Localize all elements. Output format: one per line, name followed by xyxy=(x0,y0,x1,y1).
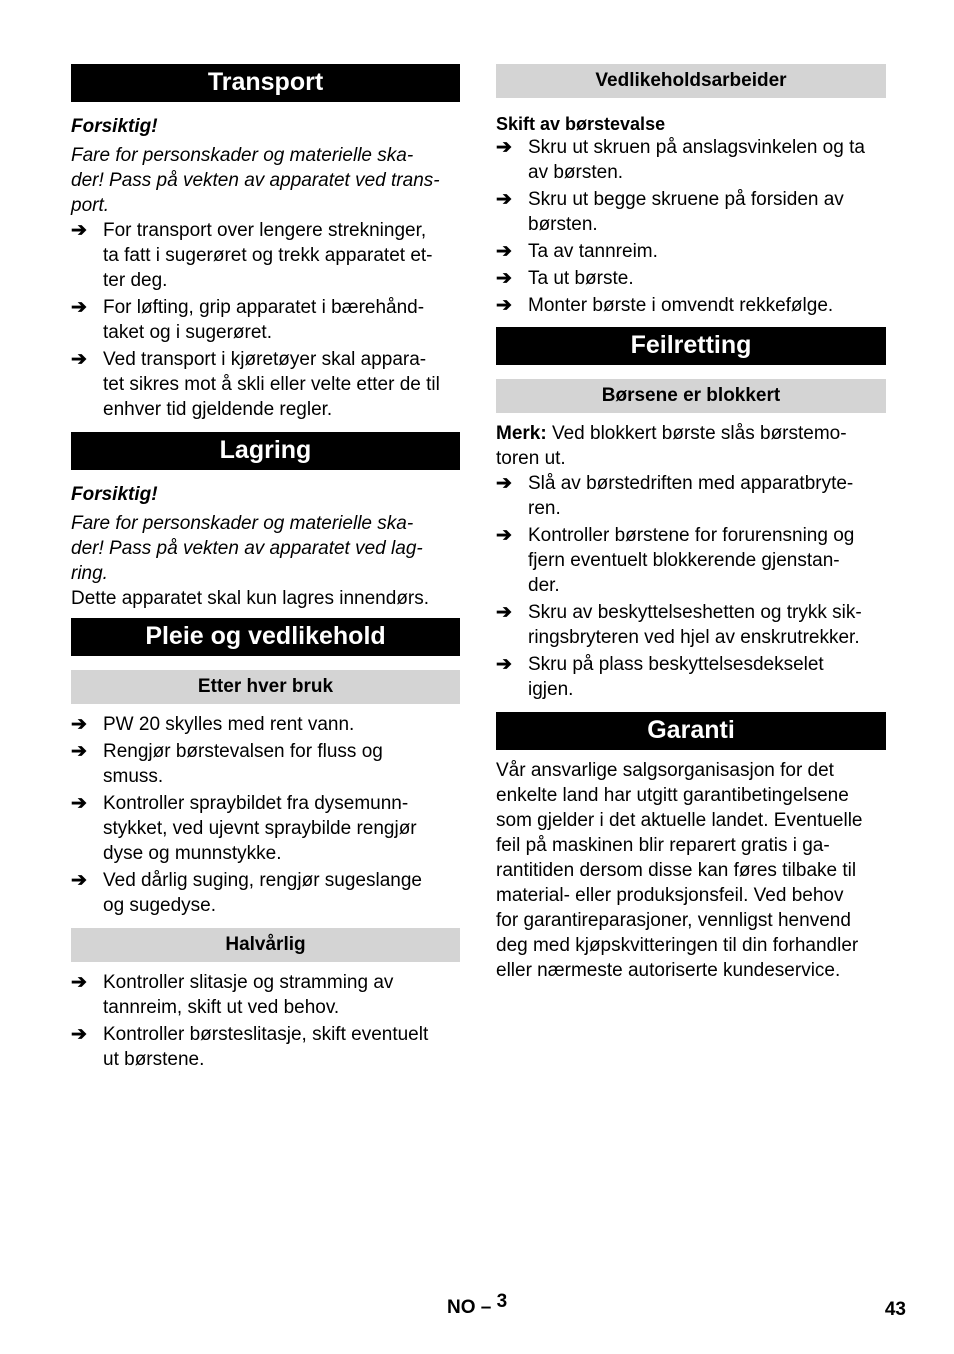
section-heading-transport: Transport xyxy=(71,64,460,102)
arrow-right-icon: ➔ xyxy=(496,654,512,675)
list-item: ➔ PW 20 skylles med rent vann. xyxy=(71,714,355,735)
subheading-borsene-er-blokkert: Børsene er blokkert xyxy=(496,379,886,413)
list-item: ➔ Slå av børstedriften med apparatbryte- ren. xyxy=(496,473,854,519)
note-text: Merk: Ved blokkert børste slås børstemo- toren ut. xyxy=(496,423,847,469)
arrow-right-icon: ➔ xyxy=(496,268,512,289)
footer-section-code: NO – 3 xyxy=(447,1291,508,1318)
list-item: ➔ Kontroller spraybildet fra dysemunn- stykket, ved ujevnt spraybilde rengjør dyse og munnstykke. xyxy=(71,793,417,864)
list-item: ➔ Skru ut begge skruene på forsiden av børsten. xyxy=(496,189,844,235)
list-item: ➔ For transport over lengere strekninger, ta fatt i sugerøret og trekk apparatet et- ter deg. xyxy=(71,220,433,291)
troubleshoot-list xyxy=(496,471,886,702)
section-heading-garanti: Garanti xyxy=(496,712,886,750)
semiannual-list xyxy=(71,970,460,1072)
arrow-right-icon: ➔ xyxy=(496,137,512,158)
right-column xyxy=(496,64,886,983)
storage-text: Dette apparatet skal kun lagres innendørs. xyxy=(71,588,430,609)
list-item: ➔ Rengjør børstevalsen for fluss og smuss. xyxy=(71,741,383,787)
list-item: ➔ Ta ut børste. xyxy=(496,268,634,289)
arrow-right-icon: ➔ xyxy=(71,349,87,370)
list-item: ➔ Monter børste i omvendt rekkefølge. xyxy=(496,295,834,316)
section-heading-lagring: Lagring xyxy=(71,432,460,470)
arrow-right-icon: ➔ xyxy=(71,714,87,735)
arrow-right-icon: ➔ xyxy=(71,220,87,241)
list-item: ➔ Kontroller børstene for forurensning og fjern eventuelt blokkerende gjenstan- der. xyxy=(496,525,855,596)
list-item: ➔ Skru på plass beskyttelsesdekselet igjen. xyxy=(496,654,824,700)
after-use-list xyxy=(71,712,460,918)
list-item: ➔ Ved transport i kjøretøyer skal appara- tet sikres mot å skli eller velte etter de til enhver tid gjeldende regler. xyxy=(71,349,440,420)
arrow-right-icon: ➔ xyxy=(71,793,87,814)
arrow-right-icon: ➔ xyxy=(496,602,512,623)
caution-text: Fare for personskader og materielle ska- der! Pass på vekten av apparatet ved trans- port. xyxy=(71,145,440,216)
arrow-right-icon: ➔ xyxy=(496,525,512,546)
note-label: Merk: xyxy=(496,423,547,444)
caution-text: Fare for personskader og materielle ska- der! Pass på vekten av apparatet ved lag- ring. xyxy=(71,513,423,584)
list-item: ➔ For løfting, grip apparatet i bærehånd- taket og i sugerøret. xyxy=(71,297,425,343)
list-item: ➔ Kontroller børsteslitasje, skift eventuelt ut børstene. xyxy=(71,1024,429,1070)
list-item: ➔ Skru ut skruen på anslagsvinkelen og ta av børsten. xyxy=(496,137,865,183)
page-number: 43 xyxy=(884,1299,906,1320)
subheading-vedlikeholdsarbeider: Vedlikeholdsarbeider xyxy=(496,64,886,98)
list-item: ➔ Skru av beskyttelseshetten og trykk sik- ringsbryteren ved hjel av enskrutrekker. xyxy=(496,602,862,648)
subheading-halvarlig: Halvårlig xyxy=(71,928,460,962)
list-item: ➔ Kontroller slitasje og stramming av tannreim, skift ut ved behov. xyxy=(71,972,394,1018)
brush-replace-list xyxy=(496,135,886,318)
arrow-right-icon: ➔ xyxy=(71,870,87,891)
subheading-etter-hver-bruk: Etter hver bruk xyxy=(71,670,460,704)
arrow-right-icon: ➔ xyxy=(71,972,87,993)
arrow-right-icon: ➔ xyxy=(71,1024,87,1045)
caution-title: Forsiktig! xyxy=(71,484,158,505)
arrow-right-icon: ➔ xyxy=(71,297,87,318)
arrow-right-icon: ➔ xyxy=(496,241,512,262)
arrow-right-icon: ➔ xyxy=(496,473,512,494)
list-item: ➔ Ta av tannreim. xyxy=(496,241,658,262)
section-heading-feilretting: Feilretting xyxy=(496,327,886,365)
section-heading-pleie: Pleie og vedlikehold xyxy=(71,618,460,656)
list-item: ➔ Ved dårlig suging, rengjør sugeslange og sugedyse. xyxy=(71,870,422,916)
caution-title: Forsiktig! xyxy=(71,116,158,137)
arrow-right-icon: ➔ xyxy=(71,741,87,762)
subheading-skift-av-borstevalse: Skift av børstevalse xyxy=(496,114,666,134)
transport-list xyxy=(71,218,460,422)
arrow-right-icon: ➔ xyxy=(496,189,512,210)
warranty-text: Vår ansvarlige salgsorganisasjon for det enkelte land har utgitt garantibetingelsene som gjelder i det aktuelle landet. Eventuelle feil på maskinen blir reparert gratis i ga- rantitiden dersom disse kan føres tilbake til material- eller produksjonsfeil. Ved behov for garantireparasjoner, vennligst henvend deg med kjøpskvitteringen til din forhandler eller nærmeste autoriserte kundeservice. xyxy=(496,760,863,981)
left-column xyxy=(71,64,460,1074)
arrow-right-icon: ➔ xyxy=(496,295,512,316)
